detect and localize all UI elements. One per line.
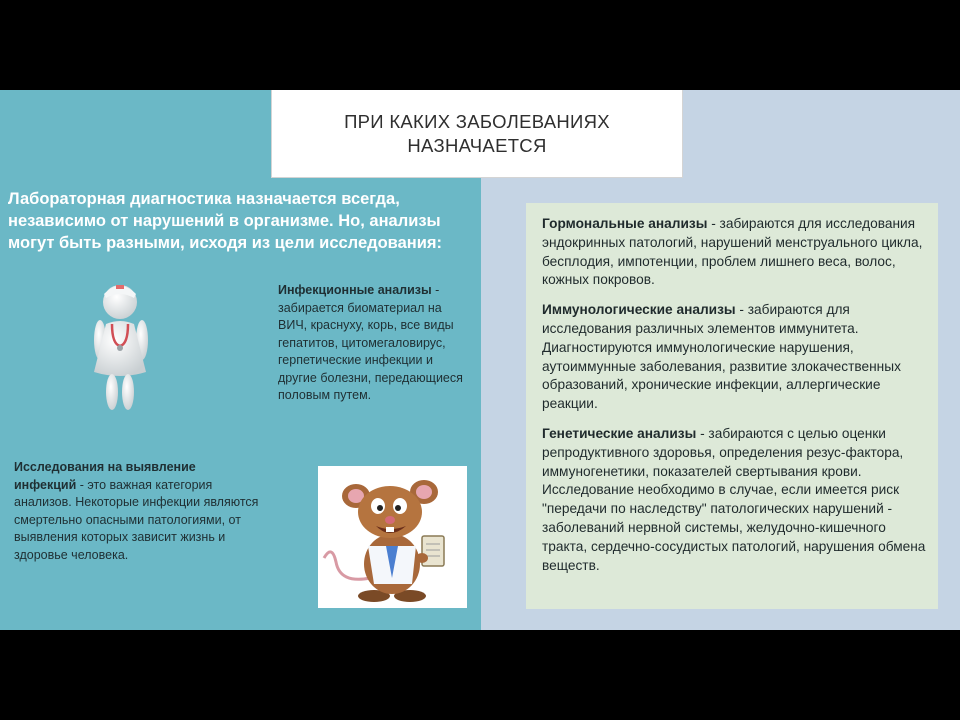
- page-title: ПРИ КАКИХ ЗАБОЛЕВАНИЯХ НАЗНАЧАЕТСЯ: [344, 110, 610, 156]
- genetic-analyses-text: [542, 425, 932, 575]
- infection-analyses-text: [278, 282, 473, 405]
- intro-text: Лабораторная диагностика назначается всегда, независимо от нарушений в организме. Но, анализы могут быть разными, исходя из цели исследования:: [8, 190, 443, 252]
- infection-research-term: Исследования на выявление инфекций: [14, 460, 196, 492]
- infection-research-description: - это важная категория анализов. Некоторые инфекции являются смертельно опасными патологиями, от выявления которых зависит жизнь и здоровье человека.: [14, 477, 259, 562]
- mouse-illustration-box: [318, 466, 467, 608]
- title-box: [271, 90, 683, 178]
- slide: [0, 90, 960, 630]
- hormonal-analyses-text: [542, 215, 932, 290]
- analysis-types-card: [526, 203, 938, 609]
- genetic-analyses-term: Генетические анализы: [542, 425, 697, 441]
- immunological-analyses-term: Иммунологические анализы: [542, 302, 736, 318]
- infection-analyses-description: - забирается биоматериал на ВИЧ, краснуху, корь, все виды гепатитов, цитомегаловирус, герпетические инфекции и другие болезни, передающиеся половым путем.: [278, 283, 463, 402]
- immunological-analyses-text: [542, 301, 932, 414]
- infection-research-text: [14, 459, 259, 564]
- hormonal-analyses-term: Гормональные анализы: [542, 216, 708, 231]
- cartoon-mouse-doctor-icon: [318, 466, 467, 608]
- infection-analyses-term: Инфекционные анализы: [278, 283, 432, 297]
- hormonal-analyses-description: - забираются для исследования эндокринных патологий, нарушений менструального цикла, бесплодия, импотенции, проблем лишнего веса, волос, кожных покровов.: [542, 216, 923, 288]
- immunological-analyses-description: - забираются для исследования различных элементов иммунитета. Диагностируются иммунологические нарушения, аутоиммунные заболевания, развитие злокачественных образований, хронические инфекции, аллергические реакции.: [542, 302, 901, 412]
- genetic-analyses-description: - забираются с целью оценки репродуктивного здоровья, определения резус-фактора, иммуногенетики, показателей свертывания крови. Исследование необходимо в случае, если имеется риск "передачи по наследству" патологических нарушений - заболеваний нервной системы, желудочно-кишечного тракта, сердечно-сосудистых патологий, нарушения обмена веществ.: [542, 425, 926, 573]
- doctor-figure-icon: [82, 280, 162, 415]
